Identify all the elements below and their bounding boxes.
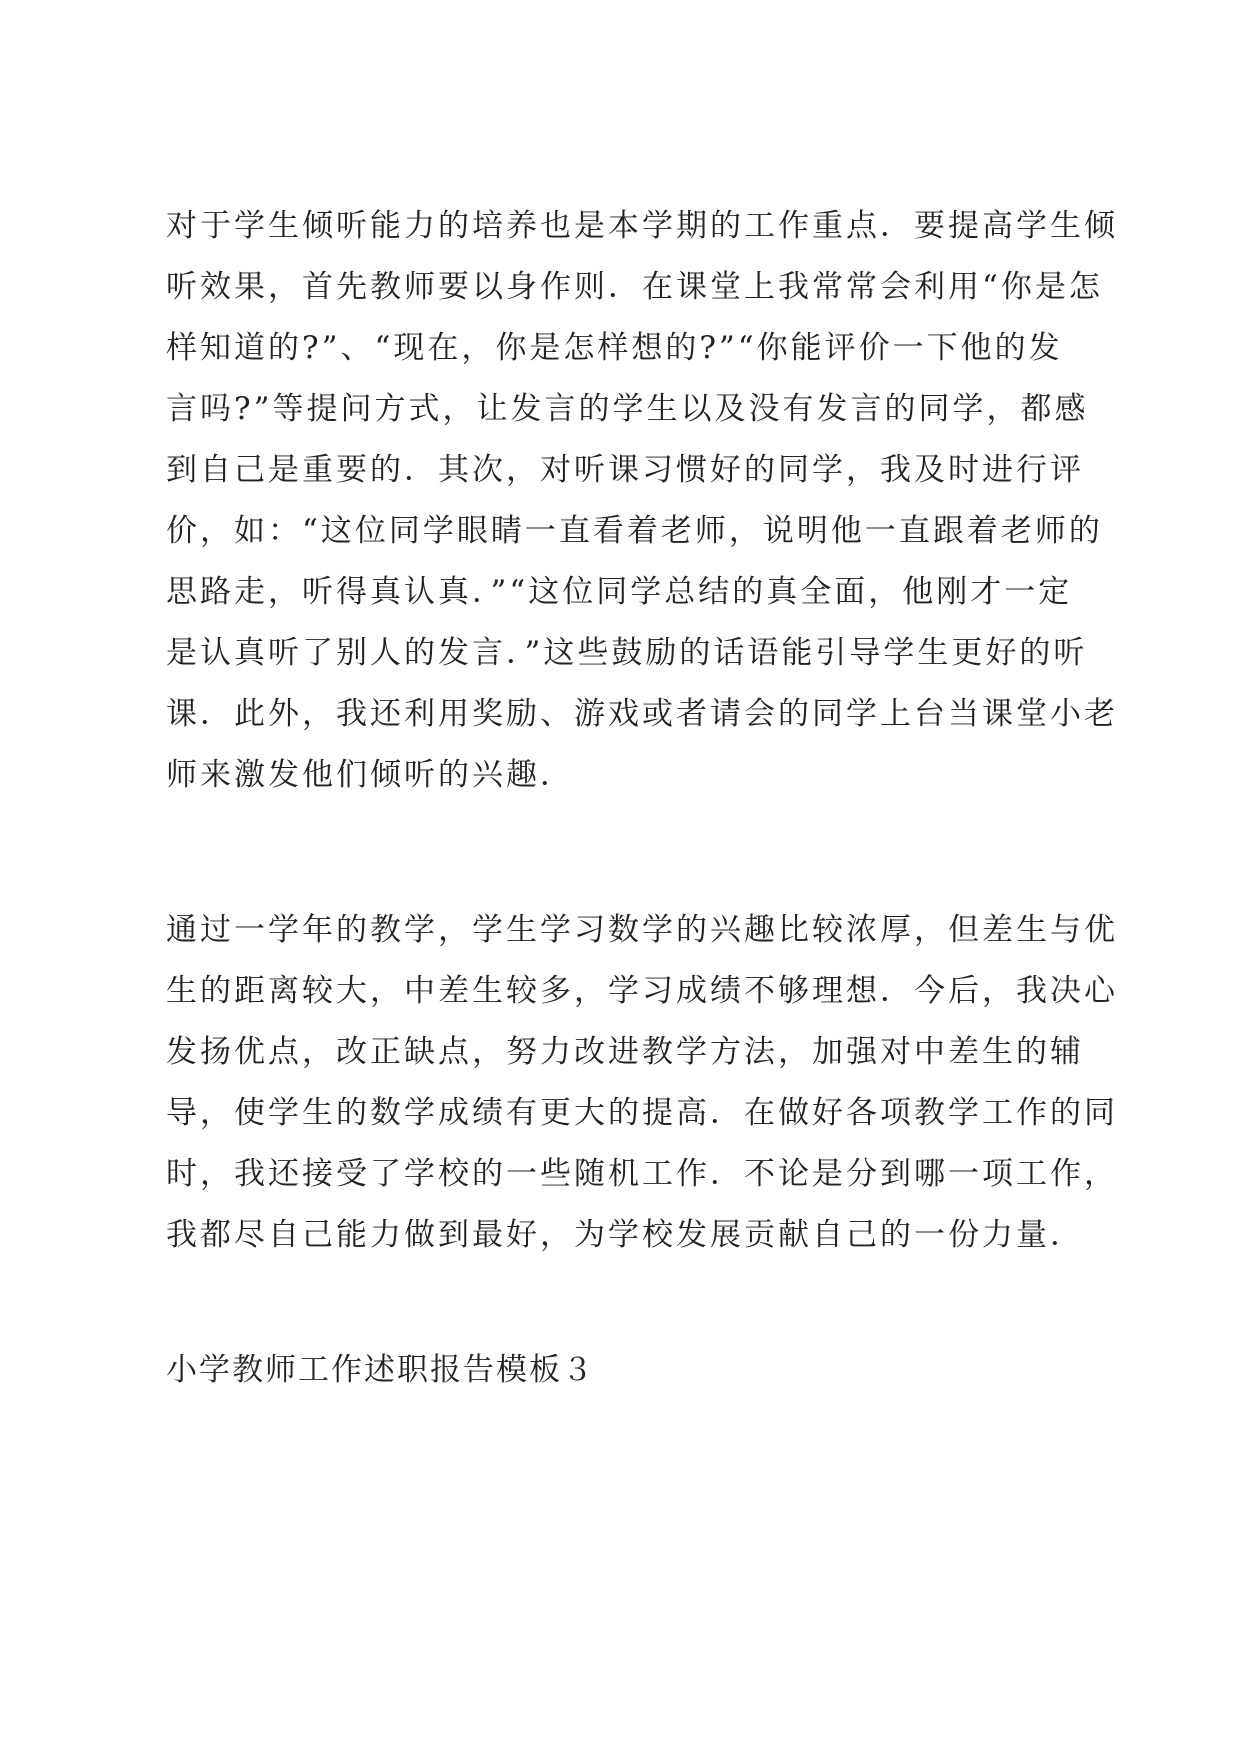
text-line: 样知道的?”、“现在，你是怎样想的?”“你能评价一下他的发	[166, 330, 1063, 366]
document-body	[166, 196, 1118, 1401]
text-line: 导，使学生的数学成绩有更大的提高．在做好各项教学工作的同	[166, 1095, 1118, 1131]
section-heading: 小学教师工作述职报告模板３	[166, 1352, 595, 1388]
paragraph-year-summary	[166, 900, 1118, 1266]
text-line: 时，我还接受了学校的一些随机工作．不论是分到哪一项工作，	[166, 1156, 1118, 1192]
text-line: 我都尽自己能力做到最好，为学校发展贡献自己的一份力量．	[166, 1217, 1084, 1253]
text-line: 听效果，首先教师要以身作则．在课堂上我常常会利用“你是怎	[166, 269, 1103, 305]
text-line: 生的距离较大，中差生较多，学习成绩不够理想．今后，我决心	[166, 973, 1118, 1009]
paragraph-listening-skills	[166, 196, 1118, 806]
text-line: 价，如：“这位同学眼睛一直看着老师，说明他一直跟着老师的	[166, 513, 1103, 549]
text-line: 通过一学年的教学，学生学习数学的兴趣比较浓厚，但差生与优	[166, 912, 1118, 948]
text-line: 师来激发他们倾听的兴趣．	[166, 757, 574, 793]
paragraph-spacer	[166, 806, 1096, 900]
text-line: 思路走，听得真认真．”“这位同学总结的真全面，他刚才一定	[166, 574, 1073, 610]
text-line: 发扬优点，改正缺点，努力改进教学方法，加强对中差生的辅	[166, 1034, 1084, 1070]
text-line: 到自己是重要的．其次，对听课习惯好的同学，我及时进行评	[166, 452, 1084, 488]
text-line: 对于学生倾听能力的培养也是本学期的工作重点．要提高学生倾	[166, 208, 1118, 244]
paragraph-spacer	[166, 1266, 1096, 1340]
text-line: 是认真听了别人的发言．”这些鼓励的话语能引导学生更好的听	[166, 635, 1088, 671]
text-line: 言吗?”等提问方式，让发言的学生以及没有发言的同学，都感	[166, 391, 1089, 427]
text-line: 课．此外，我还利用奖励、游戏或者请会的同学上台当课堂小老	[166, 696, 1118, 732]
